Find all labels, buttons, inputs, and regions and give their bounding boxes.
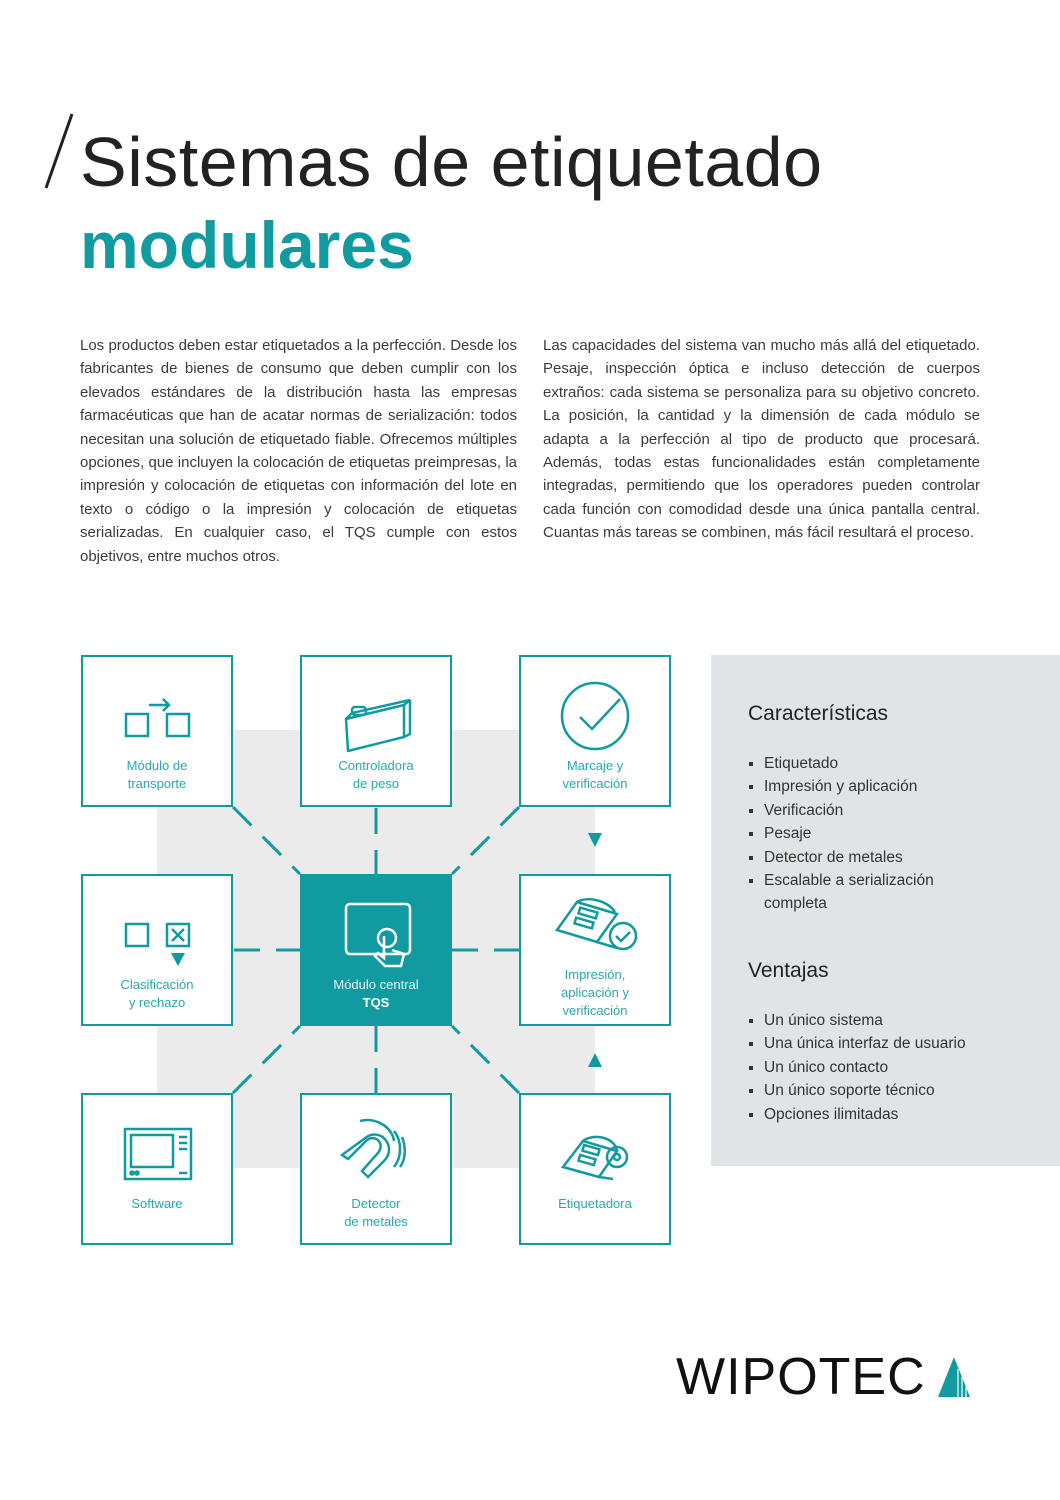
page-title-accent: modulares — [80, 208, 414, 282]
list-item: Un único sistema — [748, 1009, 966, 1032]
module-sorting-rejection: Clasificación y rechazo — [81, 874, 233, 1026]
intro-paragraph-1: Los productos deben estar etiquetados a la perfección. Desde los fabricantes de bienes de consumo que deben cumplir con los elevados estándares de la distribución hasta las empresas farmacéuticas que han de acatar normas de serialización: todos necesitan una solución de etiquetado fiable. Ofrecemos múltiples opciones, que incluyen la colocación de etiquetas preimpresas, la impresión y colocación de etiquetas con información del lote en texto o código o la impresión y colocación de etiquetas serializadas. En cualquier caso, el TQS cumple con estos objetivos, entre muchos otros. — [80, 337, 517, 565]
module-software: Software — [81, 1093, 233, 1245]
list-item: Un único contacto — [748, 1056, 966, 1079]
magnet-icon — [302, 1115, 450, 1190]
features-panel — [711, 655, 1060, 1166]
intro-paragraph-2: Las capacidades del sistema van mucho más allá del etiquetado. Pesaje, inspección óptica e incluso detección de cuerpos extraños: cada sistema se personaliza para su objetivo concreto. La posición, la cantidad y la dimensión de cada módulo se adapta a la perfección al tipo de producto que procesará. Además, todas estas funcionalidades están completamente integradas, permitiendo que los operadores pueden controlar cada función con comodidad desde una única pantalla central. Cuantas más tareas se combinen, más fácil resultará el proceso. — [543, 337, 980, 542]
module-diagram — [81, 655, 673, 1247]
arrow-down-icon — [588, 833, 602, 847]
touchscreen-icon — [302, 896, 450, 971]
features-list — [748, 752, 964, 916]
transport-icon — [83, 677, 231, 752]
title-slash-decoration — [40, 112, 76, 192]
wipotec-logo — [676, 1348, 972, 1406]
list-item: Verificación — [748, 799, 964, 822]
list-item: Un único soporte técnico — [748, 1079, 966, 1102]
label-roll-check-icon — [521, 888, 669, 963]
list-item: Pesaje — [748, 822, 964, 845]
list-item: Impresión y aplicación — [748, 775, 964, 798]
module-labeler: Etiquetadora — [519, 1093, 671, 1245]
list-item: Opciones ilimitadas — [748, 1103, 966, 1126]
arrow-up-icon — [588, 1053, 602, 1067]
module-checkweigher: Controladora de peso — [300, 655, 452, 807]
monitor-icon — [83, 1115, 231, 1190]
list-item: Detector de metales — [748, 846, 964, 869]
list-item: Etiquetado — [748, 752, 964, 775]
advantages-heading: Ventajas — [748, 959, 829, 982]
page-title: Sistemas de etiquetado — [80, 123, 823, 201]
logo-triangle-icon — [936, 1355, 972, 1399]
module-marking-verification: Marcaje y verificación — [519, 655, 671, 807]
sort-reject-icon — [83, 896, 231, 971]
list-item: Una única interfaz de usuario — [748, 1032, 966, 1055]
module-metal-detector: Detector de metales — [300, 1093, 452, 1245]
logo-text: WIPOTEC — [676, 1348, 926, 1406]
module-print-apply-verify: Impresión, aplicación y verificación — [519, 874, 671, 1026]
checkweigher-icon — [302, 677, 450, 752]
label-roll-icon — [521, 1115, 669, 1190]
advantages-list — [748, 1009, 966, 1126]
list-item: Escalable a serialización completa — [748, 869, 964, 916]
module-central-tqs: Módulo central TQS — [300, 874, 452, 1026]
check-circle-icon — [521, 677, 669, 752]
module-transport: Módulo de transporte — [81, 655, 233, 807]
features-heading: Características — [748, 702, 889, 725]
